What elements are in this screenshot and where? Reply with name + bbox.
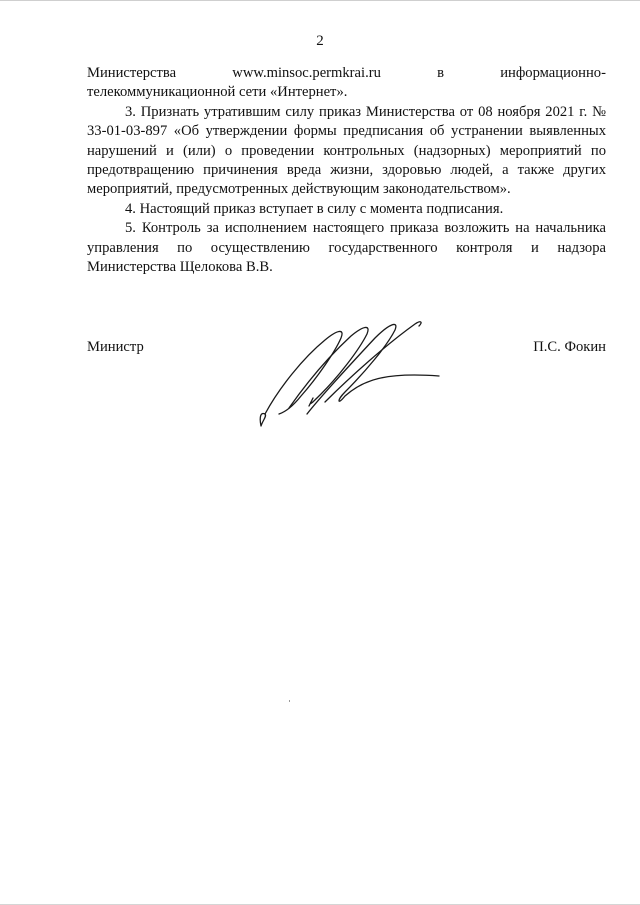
intro-second-line: телекоммуникационной сети «Интернет». [87, 84, 348, 101]
document-body [87, 64, 606, 277]
signatory-name: П.С. Фокин [533, 339, 606, 355]
intro-first-line [87, 64, 606, 83]
handwritten-signature-icon [255, 316, 450, 432]
intro-word-in: в [437, 65, 444, 81]
paragraph-4: 4. Настоящий приказ вступает в силу с момента подписания. [125, 200, 504, 217]
intro-word-website: www.minsoc.permkrai.ru [232, 65, 381, 81]
scan-speck [289, 700, 290, 702]
intro-word-information: информационно- [500, 65, 606, 81]
paragraph-5: 5. Контроль за исполнением настоящего приказа возложить на начальника управления по осуществлению государственного контроля и надзора Министерства Щелокова В.В. [87, 220, 606, 276]
scan-edge-bottom [0, 900, 640, 905]
paragraph-3: 3. Признать утратившим силу приказ Министерства от 08 ноября 2021 г. № 33-01-03-897 «Об утверждении формы предписания об устранении выявленных нарушений и (или) о проведении контрольных (надзорных) мероприятий по предотвращению причинения вреда жизни, здоровью людей, а также других мероприятий, предусмотренных действующим законодательством». [87, 103, 606, 198]
page-number: 2 [316, 33, 324, 49]
intro-word-ministry: Министерства [87, 65, 177, 81]
scan-edge-top [0, 0, 640, 4]
signatory-title: Министр [87, 339, 144, 355]
